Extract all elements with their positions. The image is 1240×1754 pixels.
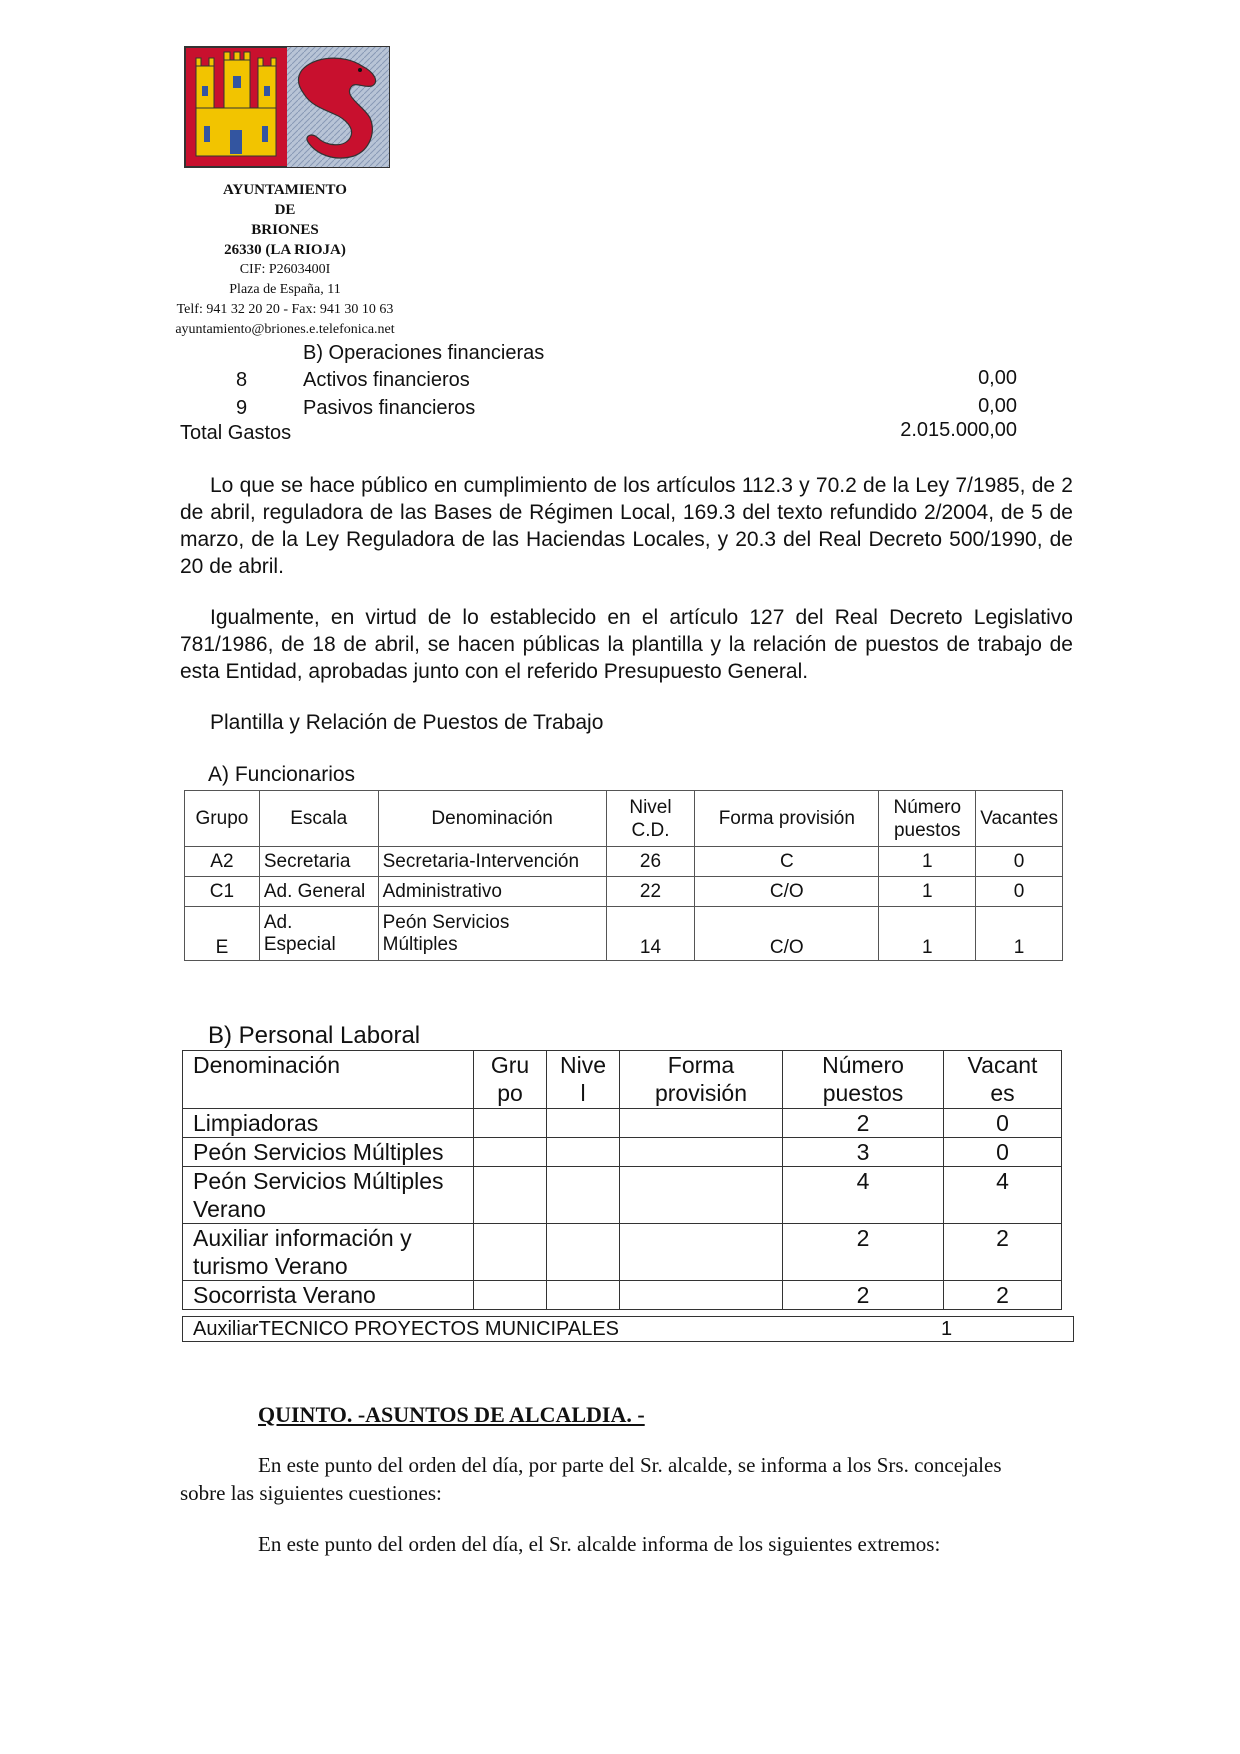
cell-forma xyxy=(620,1167,783,1224)
table-row xyxy=(183,1224,1062,1281)
budget-code-8: 8 xyxy=(236,369,248,391)
plantilla-paragraph: Igualmente, en virtud de lo establecido en el artículo 127 del Real Decreto Legislativo 781/1986, de 18 de abril, se hacen públicas la plantilla y la relación de puestos de trabajo de esta Entidad, aprobadas junto con el referido Presupuesto General. xyxy=(180,606,1073,683)
cell-numero: 1 xyxy=(879,877,976,907)
cell-vacantes: 4 xyxy=(944,1167,1062,1224)
budget-code-9: 9 xyxy=(236,397,248,419)
col-numero-line2: puestos xyxy=(822,1080,904,1106)
header-name-line1: AYUNTAMIENTO xyxy=(223,182,347,198)
cell-denominacion-line1: Limpiadoras xyxy=(193,1110,319,1136)
cell-numero: 1 xyxy=(879,907,976,961)
quinto-heading: QUINTO. -ASUNTOS DE ALCALDIA. - xyxy=(258,1402,645,1427)
col-nivel-line1: Nive xyxy=(559,1052,606,1078)
cell-vacantes: 1 xyxy=(976,907,1063,961)
cell-nivel xyxy=(547,1167,620,1224)
cell-denominacion-line1: Auxiliar información y xyxy=(193,1225,412,1251)
coat-of-arms-logo xyxy=(184,46,390,168)
cell-forma: C/O xyxy=(695,877,879,907)
col-nivel-line2: l xyxy=(580,1080,586,1106)
cell-vacantes: 0 xyxy=(976,847,1063,877)
budget-amount-activos: 0,00 xyxy=(978,367,1017,389)
header-postal: 26330 (LA RIOJA) xyxy=(224,242,346,258)
cell-denominacion-line1: Peón Servicios Múltiples xyxy=(193,1168,444,1194)
cell-denominacion-line1: Peón Servicios Múltiples xyxy=(193,1139,444,1165)
plantilla-title: Plantilla y Relación de Puestos de Trabajo xyxy=(210,711,604,734)
col-numero xyxy=(879,791,976,847)
table-row xyxy=(185,907,1063,961)
cell-denominacion-line2: Múltiples xyxy=(382,933,458,955)
col-denominacion: Denominación xyxy=(378,791,606,847)
cell-denominacion xyxy=(378,907,606,961)
budget-total-label: Total Gastos xyxy=(180,422,292,444)
cell-escala: Secretaria xyxy=(259,847,378,877)
budget-total-amount: 2.015.000,00 xyxy=(900,419,1017,441)
laboral-title: B) Personal Laboral xyxy=(208,1022,421,1049)
col-numero-line1: Número xyxy=(893,796,962,818)
table-row xyxy=(183,1138,1062,1167)
funcionarios-table xyxy=(184,790,1063,961)
cell-grupo: A2 xyxy=(185,847,260,877)
cell-escala-line2: Especial xyxy=(263,933,336,955)
laboral-extra-row xyxy=(182,1316,1074,1342)
cell-nivel: 26 xyxy=(606,847,695,877)
col-forma xyxy=(620,1051,783,1109)
cell-numero: 3 xyxy=(783,1138,944,1167)
table-row xyxy=(183,1109,1062,1138)
col-forma-line2: provisión xyxy=(654,1080,748,1106)
cell-vacantes: 0 xyxy=(976,877,1063,907)
cell-forma xyxy=(620,1224,783,1281)
cell-grupo xyxy=(474,1167,547,1224)
budget-section-label: B) Operaciones financieras xyxy=(303,342,545,364)
cell-numero: 4 xyxy=(783,1167,944,1224)
header-address: Plaza de España, 11 xyxy=(229,282,341,297)
cell-forma xyxy=(620,1138,783,1167)
cell-nivel xyxy=(547,1109,620,1138)
cell-forma: C xyxy=(695,847,879,877)
budget-label-activos: Activos financieros xyxy=(303,369,470,391)
cell-forma xyxy=(620,1109,783,1138)
cell-nivel: 14 xyxy=(606,907,695,961)
extra-row-value: 1 xyxy=(941,1318,953,1340)
cell-numero: 1 xyxy=(879,847,976,877)
table-row xyxy=(183,1281,1062,1310)
table-row xyxy=(185,877,1063,907)
cell-denominacion xyxy=(183,1281,474,1310)
cell-grupo xyxy=(474,1109,547,1138)
cell-numero: 2 xyxy=(783,1109,944,1138)
cell-grupo: E xyxy=(185,907,260,961)
cell-denominacion-line2: Verano xyxy=(193,1196,266,1222)
table-header-row xyxy=(185,791,1063,847)
col-forma-line1: Forma xyxy=(667,1052,735,1078)
funcionarios-title: A) Funcionarios xyxy=(208,763,356,786)
legal-paragraph: Lo que se hace público en cumplimiento de los artículos 112.3 y 70.2 de la Ley 7/1985, de 2 de abril, reguladora de las Bases de Régimen Local, 169.3 del texto refundido 2/2004, de 5 de marzo, de la Ley Reguladora de las Haciendas Locales, y 20.3 del Real Decreto 500/1990, de 20 de abril. xyxy=(180,474,1073,578)
col-grupo-line1: Gru xyxy=(490,1052,530,1078)
col-vacantes-line2: es xyxy=(990,1080,1015,1106)
cell-denominacion-line1: Peón Servicios xyxy=(382,911,510,933)
header-cif: CIF: P2603400I xyxy=(239,262,331,277)
col-nivel xyxy=(547,1051,620,1109)
col-numero xyxy=(783,1051,944,1109)
municipality-header xyxy=(140,180,430,340)
col-numero-line1: Número xyxy=(822,1052,904,1078)
cell-grupo xyxy=(474,1224,547,1281)
cell-nivel xyxy=(547,1224,620,1281)
cell-denominacion: Administrativo xyxy=(378,877,606,907)
col-vacantes xyxy=(944,1051,1062,1109)
col-nivel xyxy=(606,791,695,847)
col-forma: Forma provisión xyxy=(695,791,879,847)
cell-vacantes: 0 xyxy=(944,1109,1062,1138)
header-name-line2: DE xyxy=(274,202,296,218)
cell-denominacion: Secretaria-Intervención xyxy=(378,847,606,877)
cell-vacantes: 0 xyxy=(944,1138,1062,1167)
col-grupo: Grupo xyxy=(185,791,260,847)
col-nivel-line2: C.D. xyxy=(631,819,670,841)
cell-nivel xyxy=(547,1138,620,1167)
cell-grupo xyxy=(474,1281,547,1310)
cell-numero: 2 xyxy=(783,1281,944,1310)
cell-denominacion xyxy=(183,1109,474,1138)
cell-denominacion-line1: Socorrista Verano xyxy=(193,1282,376,1308)
col-grupo-line2: po xyxy=(497,1080,523,1106)
table-row xyxy=(185,847,1063,877)
quinto-paragraph-line1: En este punto del orden del día, por parte del Sr. alcalde, se informa a los Srs. concejales xyxy=(258,1453,1002,1477)
table-row xyxy=(183,1167,1062,1224)
col-vacantes-line1: Vacant xyxy=(967,1052,1038,1078)
header-email: ayuntamiento@briones.e.telefonica.net xyxy=(175,322,395,337)
cell-vacantes: 2 xyxy=(944,1224,1062,1281)
cell-escala: Ad. General xyxy=(259,877,378,907)
header-phone: Telf: 941 32 20 20 - Fax: 941 30 10 63 xyxy=(176,302,394,317)
col-numero-line2: puestos xyxy=(893,819,961,841)
cell-numero: 2 xyxy=(783,1224,944,1281)
cell-forma: C/O xyxy=(695,907,879,961)
col-escala: Escala xyxy=(259,791,378,847)
laboral-table xyxy=(182,1050,1062,1310)
quinto-paragraph-2: En este punto del orden del día, el Sr. alcalde informa de los siguientes extremos: xyxy=(258,1532,941,1556)
cell-denominacion xyxy=(183,1167,474,1224)
cell-forma xyxy=(620,1281,783,1310)
header-name-line3: BRIONES xyxy=(251,222,319,238)
cell-vacantes: 2 xyxy=(944,1281,1062,1310)
table-header-row xyxy=(183,1051,1062,1109)
cell-nivel xyxy=(547,1281,620,1310)
cell-denominacion-line2: turismo Verano xyxy=(193,1253,348,1279)
cell-grupo: C1 xyxy=(185,877,260,907)
budget-label-pasivos: Pasivos financieros xyxy=(303,397,476,419)
col-grupo xyxy=(474,1051,547,1109)
col-denominacion: Denominación xyxy=(183,1051,474,1109)
extra-row-label: AuxiliarTECNICO PROYECTOS MUNICIPALES xyxy=(193,1318,620,1340)
cell-escala xyxy=(259,907,378,961)
col-vacantes: Vacantes xyxy=(976,791,1063,847)
quinto-paragraph-line2: sobre las siguientes cuestiones: xyxy=(180,1481,442,1505)
cell-denominacion xyxy=(183,1138,474,1167)
cell-denominacion xyxy=(183,1224,474,1281)
budget-amount-pasivos: 0,00 xyxy=(978,395,1017,417)
col-nivel-line1: Nivel xyxy=(629,796,672,818)
cell-escala-line1: Ad. xyxy=(263,911,293,933)
cell-grupo xyxy=(474,1138,547,1167)
cell-nivel: 22 xyxy=(606,877,695,907)
